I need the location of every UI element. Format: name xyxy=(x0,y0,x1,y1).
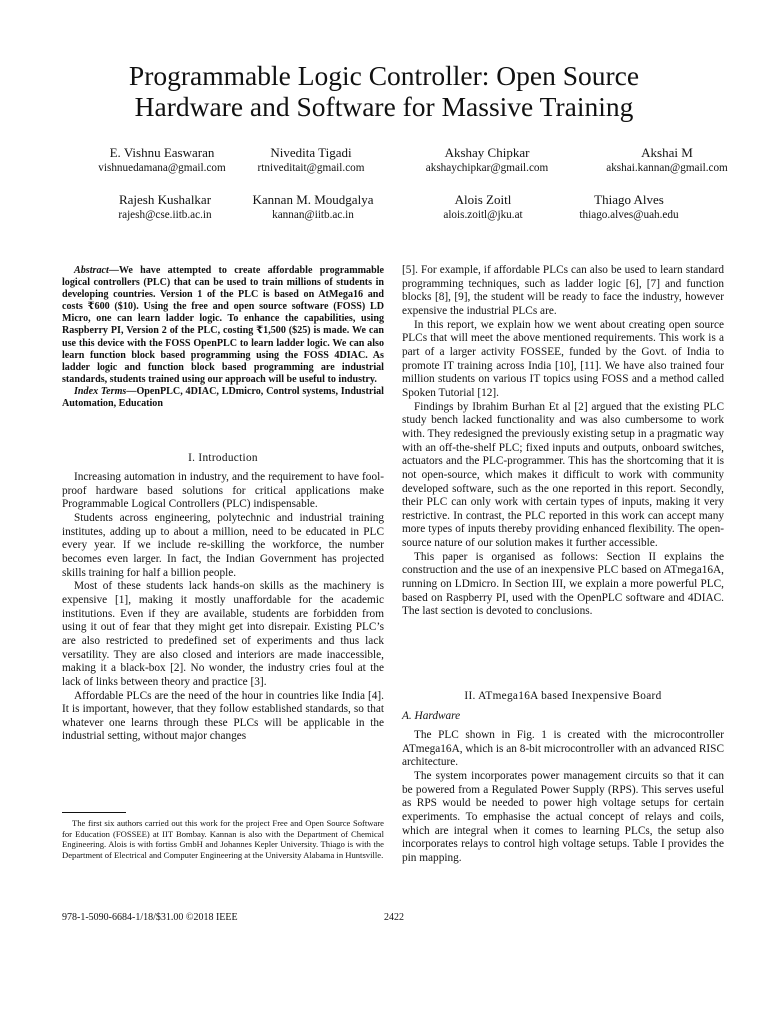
author-email: alois.zoitl@jku.at xyxy=(443,209,523,221)
paragraph: The system incorporates power management circuits so that it can be powered from a Regulated Power Supply (RPS). This serves useful as RPS would be needed to power high voltage setups for certain experiments. To emphasise the actual concept of relays and coils, which are integral when it comes to learning PLCs, the setup also incorporates relays to control high voltage setups. Table I provides the pin mapping. xyxy=(402,769,724,864)
paragraph: Findings by Ibrahim Burhan Et al [2] argued that the existing PLC study bench lacked functionality and was also cumbersome to work with. They redesigned the previously existing setup in a pragmatic way with an off-the-shelf PLC; fixed inputs and outputs, onboard switches, actuators and the PLC-programmer. This has the shortcoming that it is not open-source, which makes it difficult to work with community developed software, such as the one reported in this report. Secondly, their PLC can only work with certain types of inputs, making it very restrictive. In contrast, the PLC reported in this work can accept many more types of inputs thereby providing enhanced flexibility. The open-source nature of our solution makes it further accessible. xyxy=(402,400,724,550)
author-name: Akshay Chipkar xyxy=(444,145,530,160)
footnote xyxy=(62,818,384,860)
paper-title xyxy=(40,60,728,122)
paragraph: This paper is organised as follows: Section II explains the construction and the use of an inexpensive PLC based on ATmega16A, running on LDmicro. In Section III, we explain a more powerful PLC, based on Raspberry PI, used with the OpenPLC software and 4DIAC. The last section is devoted to conclusions. xyxy=(402,550,724,618)
footer-isbn: 978-1-5090-6684-1/18/$31.00 ©2018 IEEE xyxy=(62,912,238,923)
paragraph: The PLC shown in Fig. 1 is created with the microcontroller ATmega16A, which is an 8-bit microcontroller with an advanced RISC architecture. xyxy=(402,729,724,769)
section-heading: I. Introduction xyxy=(188,452,258,464)
author-block xyxy=(392,145,582,175)
paragraph: In this report, we explain how we went about creating open source PLCs that will meet the above mentioned requirements. This work is a part of a larger activity FOSSEE, funded by the Govt. of India to promote IT training across India [10], [11]. We have also trained four million students on various IT topics using FOSS and a method called Spoken Tutorial [12]. xyxy=(402,318,724,399)
author-name: E. Vishnu Easwaran xyxy=(109,145,215,160)
author-name: Kannan M. Moudgalya xyxy=(252,192,374,207)
paragraph: [5]. For example, if affordable PLCs can also be used to learn standard programming techniques, such as ladder logic [6], [7] and function blocks [8], [9], the student will be ready to face the industry, however expensive the industrial PLCs are. xyxy=(402,264,724,317)
author-block xyxy=(216,145,406,175)
paragraph: Affordable PLCs are the need of the hour in countries like India [4]. It is important, however, that they follow established standards, so that whatever one learns through these PLCs will be applicable in the industrial setting, without major changes xyxy=(62,689,384,743)
index-terms-label: Index Terms xyxy=(74,385,127,397)
author-email: akshai.kannan@gmail.com xyxy=(606,162,728,174)
left-column xyxy=(62,471,384,744)
author-email: vishnuedamana@gmail.com xyxy=(98,162,226,174)
right-column xyxy=(402,264,724,619)
author-email: rajesh@cse.iitb.ac.in xyxy=(118,209,212,221)
section-heading: II. ATmega16A based Inexpensive Board xyxy=(464,690,662,702)
abstract-text: —We have attempted to create affordable programmable logical controllers (PLC) that can be used to train millions of students in developing countries. Version 1 of the PLC is based on AtMega16 and costs ₹600 ($10). Using the free and open source software (FOSS) LD Micro, one can learn ladder logic. To enhance the capabilities, using Raspberry PI, Version 2 of the PLC, costing ₹1,500 ($25) is made. We can use this device with the FOSS OpenPLC to learn ladder logic. We can also learn function block based programming using the FOSS 4DIAC. As ladder logic and function block based programming are industrial standards, students trained using our approach will be useful to industry. xyxy=(62,265,384,385)
abstract-label: Abstract xyxy=(74,265,109,276)
author-block xyxy=(218,192,408,222)
paragraph: Increasing automation in industry, and the requirement to have fool-proof hardware based solutions for critical applications make Programmable Logical Controllers (PLC) indispensable. xyxy=(62,471,384,511)
footnote-rule xyxy=(62,812,126,813)
page-number: 2422 xyxy=(384,912,404,923)
paragraph: Most of these students lack hands-on skills as the machinery is expensive [1], making it mostly unaffordable for the academic institutions. Even if they are available, students are forbidden from using it out of fear that they might get into disrepair. Existing PLC’s are also restricted to predefined set of experiments and thus lack versatility. They are also closed and interiors are made inaccessible, making it a black-box [2]. No wonder, the industry cries foul at the lack of links between theory and practice [3]. xyxy=(62,580,384,688)
paragraph: Students across engineering, polytechnic and industrial training institutes, adding up to about a million, need to be educated in PLC every year. If we include re-skilling the workforce, the number becomes even larger. In fact, the Indian Government has projected skills training for half a billion people. xyxy=(62,511,384,579)
title-line-2: Hardware and Software for Massive Training xyxy=(134,91,634,122)
author-name: Rajesh Kushalkar xyxy=(118,192,212,207)
index-terms-text: —OpenPLC, 4DIAC, LDmicro, Control systems, Industrial Automation, Education xyxy=(62,385,384,410)
abstract xyxy=(62,265,384,410)
author-email: rtniveditait@gmail.com xyxy=(257,162,365,174)
author-name: Nivedita Tigadi xyxy=(270,145,352,160)
author-name: Alois Zoitl xyxy=(454,192,512,207)
author-block xyxy=(572,145,762,175)
right-column-section2 xyxy=(402,729,724,866)
subsection-heading: A. Hardware xyxy=(402,710,461,722)
author-email: kannan@iitb.ac.in xyxy=(272,209,354,221)
author-block xyxy=(534,192,724,222)
author-email: akshaychipkar@gmail.com xyxy=(425,162,549,174)
author-name: Akshai M xyxy=(641,145,693,160)
author-name: Thiago Alves xyxy=(594,192,664,207)
footnote-text: The first six authors carried out this work for the project Free and Open Source Software for Education (FOSSEE) at IIT Bombay. Kannan is also with the Department of Chemical Engineering. Alois is with fortiss GmbH and Johannes Kepler University. Thiago is with the Department of Electrical and Computer Engineering at the University Alabama in Huntsville. xyxy=(62,818,384,860)
title-line-1: Programmable Logic Controller: Open Source xyxy=(128,60,640,91)
author-email: thiago.alves@uah.edu xyxy=(579,209,679,221)
